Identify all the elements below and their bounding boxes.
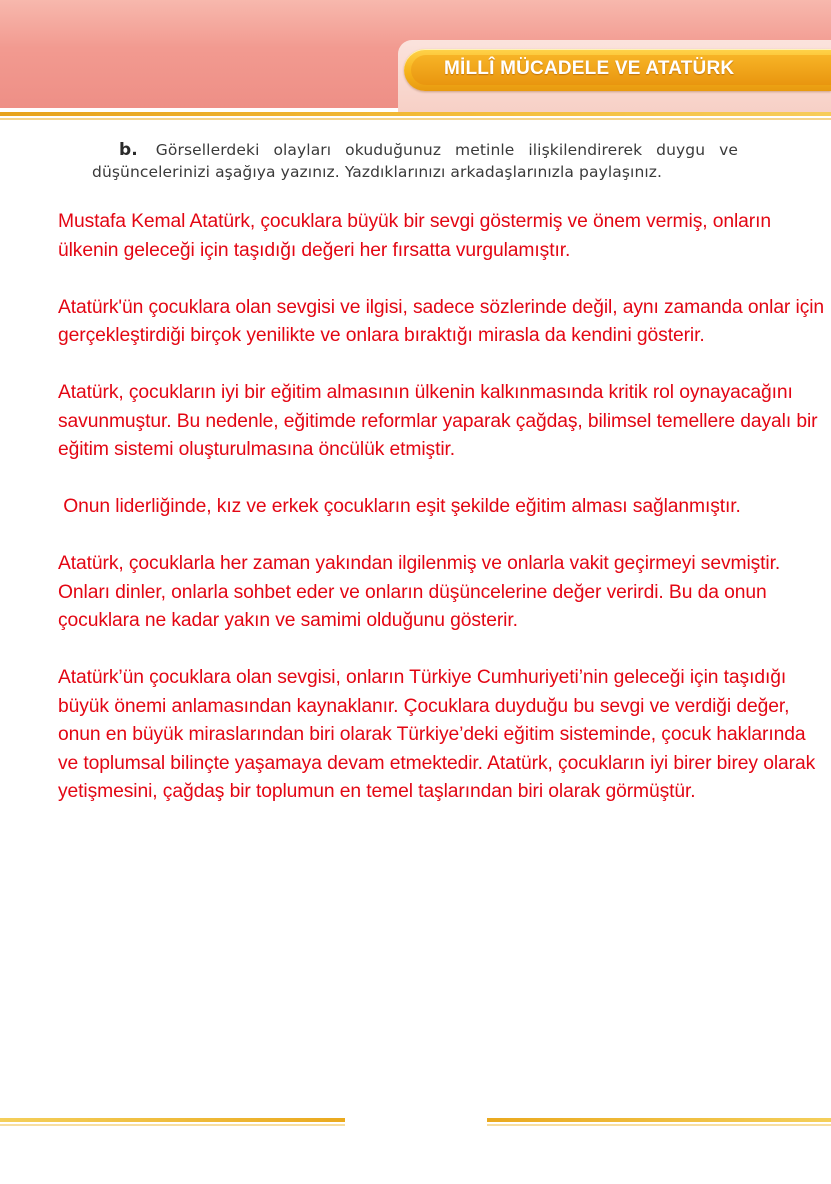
footer-divider-left [0,1118,345,1122]
instruction-label: b. [119,140,138,160]
answer-paragraph-1: Mustafa Kemal Atatürk, çocuklara büyük bir sevgi göstermiş ve önem vermiş, onların ülkenin geleceği için taşıdığı değeri her fırsatta vurgulamıştır. [58,211,772,261]
answer-paragraph-5: Atatürk, çocuklarla her zaman yakından ilgilenmiş ve onlarla vakit geçirmeyi sevmiştir. Onları dinler, onlarla sohbet eder ve onların düşüncelerine değer verirdi. Bu da onun çocuklara ne kadar yakın ve samimi olduğunu gösterir. [58,553,781,631]
header-divider-thin [0,118,831,120]
answer-paragraph-2: Atatürk'ün çocuklara olan sevgisi ve ilgisi, sadece sözlerinde değil, aynı zamanda onlar için gerçekleştirdiği birçok yenilikte ve onlara bıraktığı mirasla da kendini gösterir. [58,296,825,346]
footer-divider-left-thin [0,1124,345,1126]
section-title: MİLLÎ MÜCADELE VE ATATÜRK [444,58,735,79]
footer-divider-right-thin [487,1124,831,1126]
header-divider [0,112,831,116]
answer-paragraph-6: Atatürk’ün çocuklara olan sevgisi, onların Türkiye Cumhuriyeti’nin geleceği için taşıdığı büyük önemi anlamasından kaynaklanır. Çocuklara duyduğu bu sevgi ve verdiği değer, onun en büyük miraslarından biri olarak Türkiye’deki eğitim sisteminde, çocuk haklarında ve toplumsal bilinçte yaşamaya devam etmektedir. Atatürk, çocukların iyi birer birey olarak yetişmesini, çağdaş bir toplumun en temel taşlarından biri olarak görmüştür. [58,667,816,802]
answer-paragraph-4: Onun liderliğinde, kız ve erkek çocukların eşit şekilde eğitim alması sağlanmıştır. [58,496,741,517]
answer-text [58,208,828,835]
footer-divider-right [487,1118,831,1122]
answer-paragraph-3: Atatürk, çocukların iyi bir eğitim almasının ülkenin kalkınmasında kritik rol oynayacağını savunmuştur. Bu nedenle, eğitimde reformlar yaparak çağdaş, bilimsel temellere dayalı bir eğitim sistemi oluşturulmasına öncülük etmiştir. [58,382,818,460]
instruction-body: Görsellerdeki olayları okuduğunuz metinle ilişkilendirerek duygu ve düşüncelerinizi aşağıya yazınız. Yazdıklarınızı arkadaşlarınızla paylaşınız. [92,141,738,181]
instruction-text [92,139,738,183]
